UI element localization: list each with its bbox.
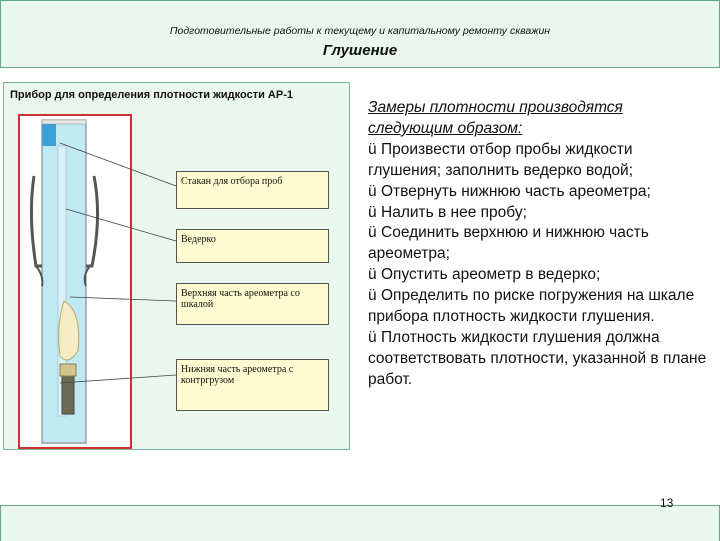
instructions [368,98,708,391]
label-lower-part: Нижняя часть ареометра с контргрузом [176,359,329,411]
instructions-intro: Замеры плотности производятся следующим образом: [368,99,623,137]
instruction-item: ü Определить по риске погружения на шкале прибора плотность жидкости глушения. [368,287,695,326]
check-icon: ü [368,224,377,242]
header-title: Глушение [322,42,398,59]
header-subtitle: Подготовительные работы к текущему и капитальному ремонту скважин [169,25,551,37]
instruction-item: ü Плотность жидкости глушения должна соответствовать плотности, указанной в плане работ. [368,328,707,388]
check-icon: ü [368,203,377,221]
slide-footer [0,505,720,541]
check-icon: ü [368,328,377,346]
slide-header [0,0,720,68]
check-icon: ü [368,287,377,305]
check-icon: ü [368,182,377,200]
page-number: 13 [660,496,674,510]
device-panel [3,82,350,450]
panel-title: Прибор для определения плотности жидкости АР-1 [10,89,293,101]
instruction-item: ü Налить в нее пробу; [368,203,708,224]
instruction-item: ü Произвести отбор пробы жидкости глушения; заполнить ведерко водой; [368,140,634,179]
label-sample-cup: Стакан для отбора проб [176,171,329,209]
instruction-item: ü Опустить ареометр в ведерко; [368,265,708,286]
instruction-item: ü Соединить верхнюю и нижнюю часть ареометра; [368,224,649,263]
instruction-item: ü Отвернуть нижнюю часть ареометра; [368,182,708,203]
label-bucket: Ведерко [176,229,329,263]
check-icon: ü [368,266,377,284]
check-icon: ü [368,140,377,158]
label-upper-part: Верхняя часть ареометра со шкалой [176,283,329,325]
